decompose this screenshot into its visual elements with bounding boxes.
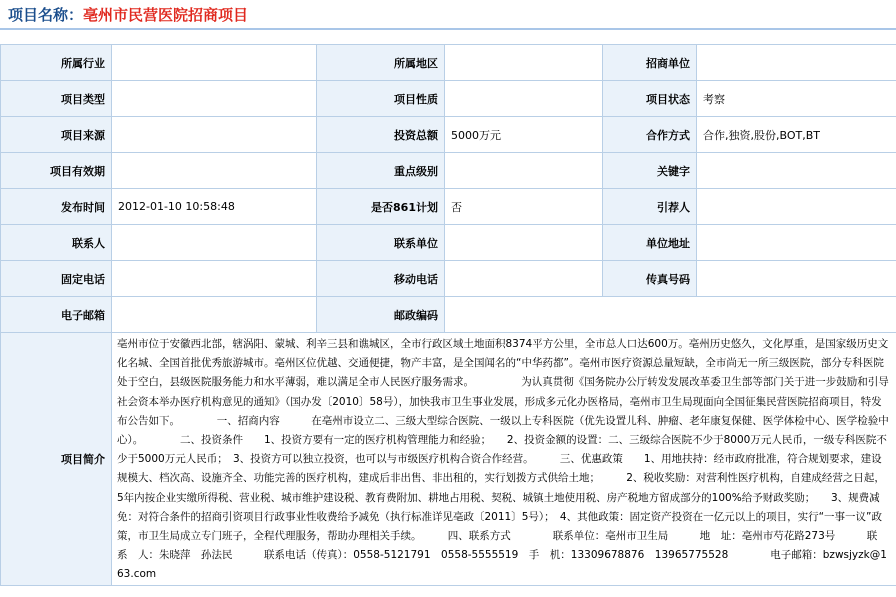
- project-status-label: 项目状态: [603, 81, 697, 117]
- key-level-label: 重点级别: [317, 153, 445, 189]
- page-title: [8, 4, 248, 25]
- summary-row: [1, 333, 896, 586]
- project-status-value: 考察: [697, 81, 896, 117]
- publish-time-value: 2012-01-10 10:58:48: [112, 189, 317, 225]
- contact-unit-label: 联系单位: [317, 225, 445, 261]
- fax-label: 传真号码: [603, 261, 697, 297]
- table-row: [1, 81, 896, 117]
- keywords-label: 关键字: [603, 153, 697, 189]
- fax-value: [697, 261, 896, 297]
- unit-address-value: [697, 225, 896, 261]
- project-source-value: [112, 117, 317, 153]
- publish-time-label: 发布时间: [1, 189, 112, 225]
- table-row: [1, 117, 896, 153]
- investor-unit-value: [697, 45, 896, 81]
- postcode-label: 邮政编码: [317, 297, 445, 333]
- plan-861-label: 是否861计划: [317, 189, 445, 225]
- summary-text: 亳州市位于安徽西北部，辖涡阳、蒙城、利辛三县和谯城区，全市行政区域土地面积8374平方公里，全市总人口达600万。亳州历史悠久，文化厚重，是国家级历史文化名城、全国首批优秀旅游城市。亳州区位优越、交通便捷，物产丰富，是全国闻名的“中华药都”。亳州市医疗资源总量短缺，全市尚无一所三级医院，部分专科医院处于空白，县级医院服务能力和水平薄弱，难以满足全市人民医疗服务需求。 为认真贯彻《国务院办公厅转发发展改革委卫生部等部门关于进一步鼓励和引导社会资本举办医疗机构意见的通知》（国办发〔2010〕58号），加快我市卫生事业发展，形成多元化办医格局，亳州市卫生局现面向全国征集民营医院招商项目，特发布公告如下。 一、招商内容 在亳州市设立二、三级大型综合医院、一级以上专科医院（优先设置儿科、肿瘤、老年康复保健、医学体检中心、医学检验中心）。 二、投资条件 1、投资方要有一定的医疗机构管理能力和经验； 2、投资金额的设置：二、三级综合医院不少于8000万元人民币，一级专科医院不少于5000万元人民币； 3、投资方可以独立投资，也可以与市级医疗机构合资合作经营。 三、优惠政策 1、用地扶持：经市政府批准，符合规划要求，建设规模大、档次高、设施齐全、功能完善的医疗机构，建成后非出售、非出租的，实行划拨方式供给土地； 2、税收奖励：对营利性医疗机构，自建成经营之日起，5年内按企业实缴所得税、营业税、城市维护建设税、教育费附加、耕地占用税、契税、城镇土地使用税、房产税地方留成部分的100%给予财政奖励； 3、规费减免：对符合条件的招商引资项目行政事业性收费给予减免（执行标准详见亳政〔2011〕5号）； 4、其他政策：固定资产投资在一亿元以上的项目，实行“一事一议”政策，市卫生局成立专门班子，全程代理服务，帮助办理相关手续。 四、联系方式 联系单位：亳州市卫生局 地 址：亳州市芍花路273号 联 系 人：朱晓萍 孙法民 联系电话（传真）：0558-5121791 0558-5555519 手 机：13309678876 13965775528 电子邮箱：bzwsjyzk@163.com: [112, 333, 896, 586]
- table-row: [1, 225, 896, 261]
- mobile-phone-label: 移动电话: [317, 261, 445, 297]
- mobile-phone-value: [445, 261, 603, 297]
- referrer-label: 引荐人: [603, 189, 697, 225]
- keywords-value: [697, 153, 896, 189]
- project-type-value: [112, 81, 317, 117]
- table-row: [1, 189, 896, 225]
- total-investment-value: 5000万元: [445, 117, 603, 153]
- investor-unit-label: 招商单位: [603, 45, 697, 81]
- project-nature-label: 项目性质: [317, 81, 445, 117]
- key-level-value: [445, 153, 603, 189]
- referrer-value: [697, 189, 896, 225]
- unit-address-label: 单位地址: [603, 225, 697, 261]
- region-value: [445, 45, 603, 81]
- contact-unit-value: [445, 225, 603, 261]
- project-info-table: [0, 44, 896, 586]
- summary-label: 项目简介: [1, 333, 112, 586]
- title-value: 亳州市民营医院招商项目: [83, 6, 249, 24]
- plan-861-value: 否: [445, 189, 603, 225]
- project-nature-value: [445, 81, 603, 117]
- fixed-phone-value: [112, 261, 317, 297]
- table-row: [1, 45, 896, 81]
- contact-person-label: 联系人: [1, 225, 112, 261]
- title-label: 项目名称：: [8, 6, 84, 24]
- email-label: 电子邮箱: [1, 297, 112, 333]
- fixed-phone-label: 固定电话: [1, 261, 112, 297]
- industry-label: 所属行业: [1, 45, 112, 81]
- cooperation-mode-value: 合作,独资,股份,BOT,BT: [697, 117, 896, 153]
- table-row: [1, 153, 896, 189]
- email-value: [112, 297, 317, 333]
- project-type-label: 项目类型: [1, 81, 112, 117]
- cooperation-mode-label: 合作方式: [603, 117, 697, 153]
- industry-value: [112, 45, 317, 81]
- region-label: 所属地区: [317, 45, 445, 81]
- total-investment-label: 投资总额: [317, 117, 445, 153]
- title-divider: [0, 28, 896, 30]
- validity-label: 项目有效期: [1, 153, 112, 189]
- table-row: [1, 261, 896, 297]
- project-source-label: 项目来源: [1, 117, 112, 153]
- validity-value: [112, 153, 317, 189]
- postcode-value: [445, 297, 896, 333]
- title-bar: [0, 0, 896, 30]
- table-row: [1, 297, 896, 333]
- contact-person-value: [112, 225, 317, 261]
